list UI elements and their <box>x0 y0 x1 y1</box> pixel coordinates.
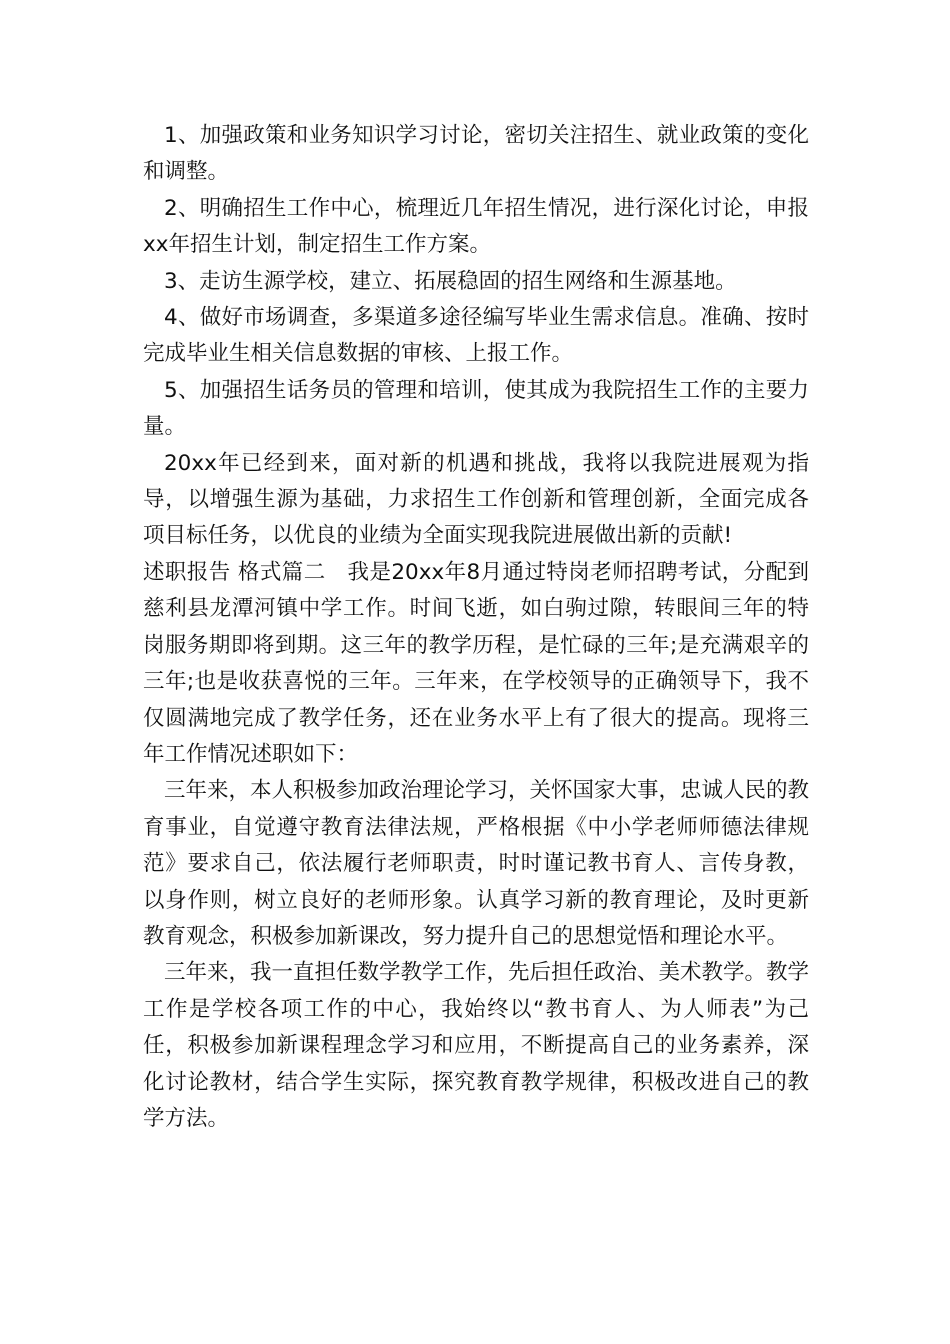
paragraph-item-1: 1、加强政策和业务知识学习讨论，密切关注招生、就业政策的变化和调整。 <box>143 123 809 185</box>
paragraph-report-intro: 述职报告 格式篇二 我是20xx年8月通过特岗老师招聘考试，分配到慈利县龙潭河镇中学工作。时间飞逝，如白驹过隙，转眼间三年的特岗服务期即将到期。这三年的教学历程，是忙碌的三年;是充满艰辛的三年;也是收获喜悦的三年。三年来，在学校领导的正确领导下，我不仅圆满地完成了教学任务，还在业务水平上有了很大的提高。现将三年工作情况述职如下： <box>143 559 809 767</box>
paragraph-item-4: 4、做好市场调查，多渠道多途径编写毕业生需求信息。准确、按时完成毕业生相关信息数据的审核、上报工作。 <box>143 305 809 367</box>
paragraph-conclusion: 20xx年已经到来，面对新的机遇和挑战，我将以我院进展观为指导，以增强生源为基础，力求招生工作创新和管理创新，全面完成各项目标任务，以优良的业绩为全面实现我院进展做出新的贡献! <box>143 450 809 549</box>
paragraph-item-2: 2、明确招生工作中心，梳理近几年招生情况，进行深化讨论，申报xx年招生计划，制定招生工作方案。 <box>143 195 809 258</box>
paragraph-teaching: 三年来，我一直担任数学教学工作，先后担任政治、美术教学。教学工作是学校各项工作的中心，我始终以“教书育人、为人师表”为己任，积极参加新课程理念学习和应用，不断提高自己的业务素养，深化讨论教材，结合学生实际，探究教育教学规律，积极改进自己的教学方法。 <box>143 960 810 1131</box>
paragraph-item-5: 5、加强招生话务员的管理和培训，使其成为我院招生工作的主要力量。 <box>143 377 809 440</box>
document-body <box>143 118 809 1137</box>
paragraph-item-3: 3、走访生源学校，建立、拓展稳固的招生网络和生源基地。 <box>164 268 737 294</box>
paragraph-politics: 三年来，本人积极参加政治理论学习，关怀国家大事，忠诚人民的教育事业，自觉遵守教育法律法规，严格根据《中小学老师师德法律规范》要求自己，依法履行老师职责，时时谨记教书育人、言传身教，以身作则，树立良好的老师形象。认真学习新的教育理论，及时更新教育观念，积极参加新课改，努力提升自己的思想觉悟和理论水平。 <box>143 778 810 949</box>
